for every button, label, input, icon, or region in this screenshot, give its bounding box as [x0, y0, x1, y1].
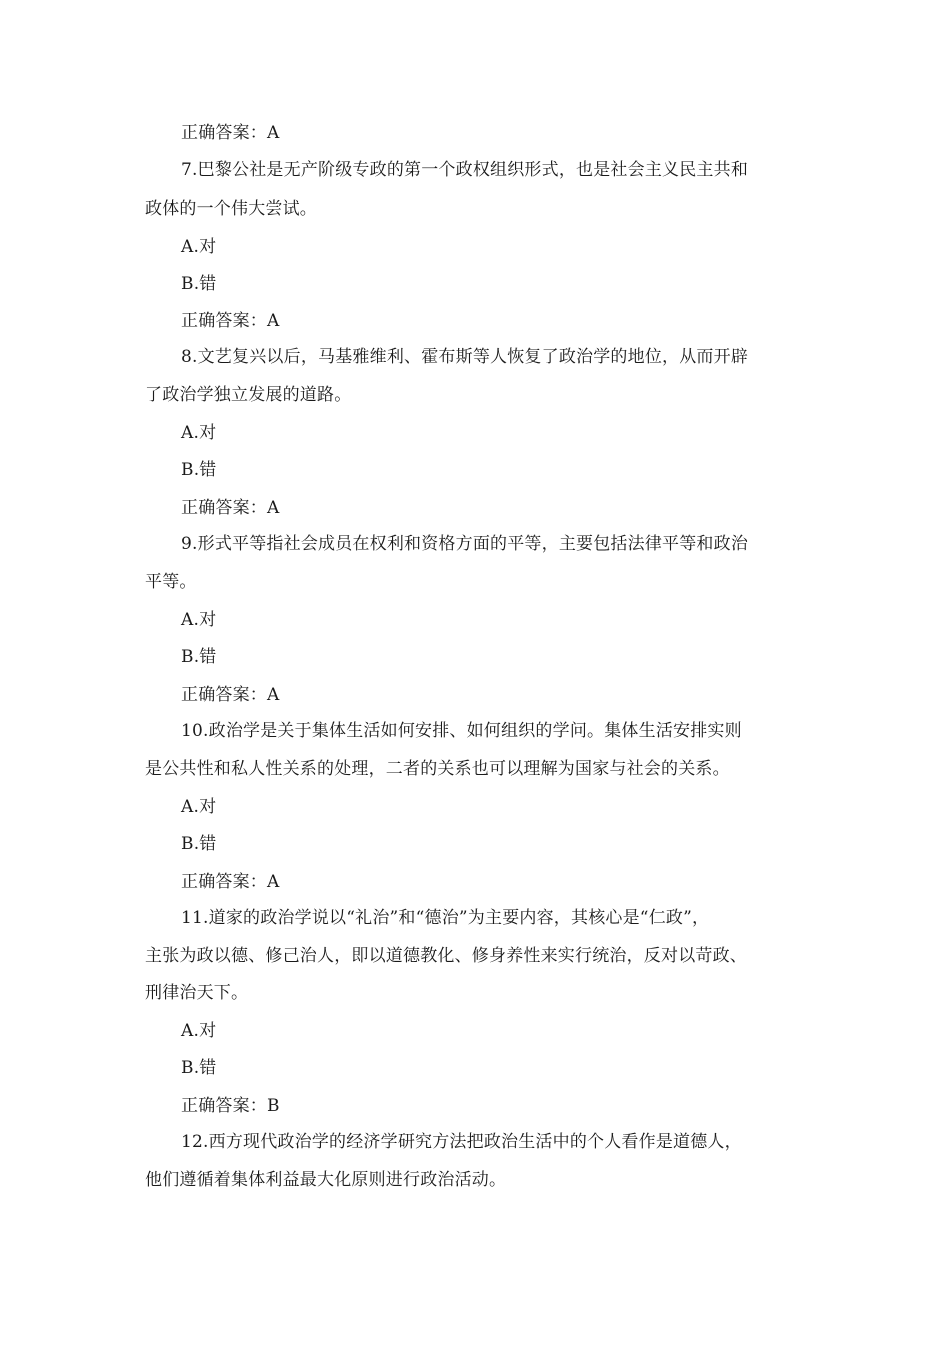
question-11-text-line-2: 主张为政以德、修己治人，即以道德教化、修身养性来实行统治，反对以苛政、 [145, 946, 747, 966]
answer-value: A [267, 872, 280, 892]
question-10-answer [181, 870, 279, 894]
question-11-text-line-3: 刑律治天下。 [145, 983, 249, 1003]
answer-label: 正确答案： [181, 311, 267, 331]
question-7-answer [181, 309, 279, 333]
answer-line [181, 121, 279, 145]
question-8-text-line-1: 8.文艺复兴以后，马基雅维利、霍布斯等人恢复了政治学的地位，从而开辟 [181, 347, 749, 367]
answer-value: A [267, 311, 280, 331]
question-7-text-line-2: 政体的一个伟大尝试。 [145, 199, 317, 219]
question-8-text-line-2: 了政治学独立发展的道路。 [145, 385, 352, 405]
answer-value: B [267, 1096, 280, 1116]
answer-value: A [267, 498, 280, 518]
question-9-answer [181, 683, 279, 707]
question-9-text-line-1: 9.形式平等指社会成员在权利和资格方面的平等，主要包括法律平等和政治 [181, 534, 749, 554]
question-7-option-a: A.对 [181, 237, 217, 257]
question-11-option-b: B.错 [181, 1058, 217, 1078]
answer-label: 正确答案： [181, 498, 267, 518]
answer-label: 正确答案： [181, 685, 267, 705]
question-10-text-line-2: 是公共性和私人性关系的处理，二者的关系也可以理解为国家与社会的关系。 [145, 759, 730, 779]
question-12-text-line-2: 他们遵循着集体利益最大化原则进行政治活动。 [145, 1170, 507, 1190]
question-9-option-b: B.错 [181, 647, 217, 667]
question-8-option-a: A.对 [181, 423, 217, 443]
question-10-option-b: B.错 [181, 834, 217, 854]
answer-label: 正确答案： [181, 123, 267, 143]
question-11-option-a: A.对 [181, 1021, 217, 1041]
question-7-option-b: B.错 [181, 274, 217, 294]
answer-value: A [267, 123, 280, 143]
question-8-answer [181, 496, 279, 520]
question-9-text-line-2: 平等。 [145, 572, 197, 592]
answer-label: 正确答案： [181, 872, 267, 892]
question-11-text-line-1: 11.道家的政治学说以“礼治”和“德治”为主要内容，其核心是“仁政”， [181, 908, 710, 928]
question-10-text-line-1: 10.政治学是关于集体生活如何安排、如何组织的学问。集体生活安排实则 [181, 721, 742, 741]
question-8-option-b: B.错 [181, 460, 217, 480]
answer-value: A [267, 685, 280, 705]
question-11-answer [181, 1094, 280, 1118]
question-9-option-a: A.对 [181, 610, 217, 630]
answer-label: 正确答案： [181, 1096, 267, 1116]
question-7-text-line-1: 7.巴黎公社是无产阶级专政的第一个政权组织形式，也是社会主义民主共和 [181, 160, 749, 180]
question-12-text-line-1: 12.西方现代政治学的经济学研究方法把政治生活中的个人看作是道德人， [181, 1132, 742, 1152]
question-10-option-a: A.对 [181, 797, 217, 817]
